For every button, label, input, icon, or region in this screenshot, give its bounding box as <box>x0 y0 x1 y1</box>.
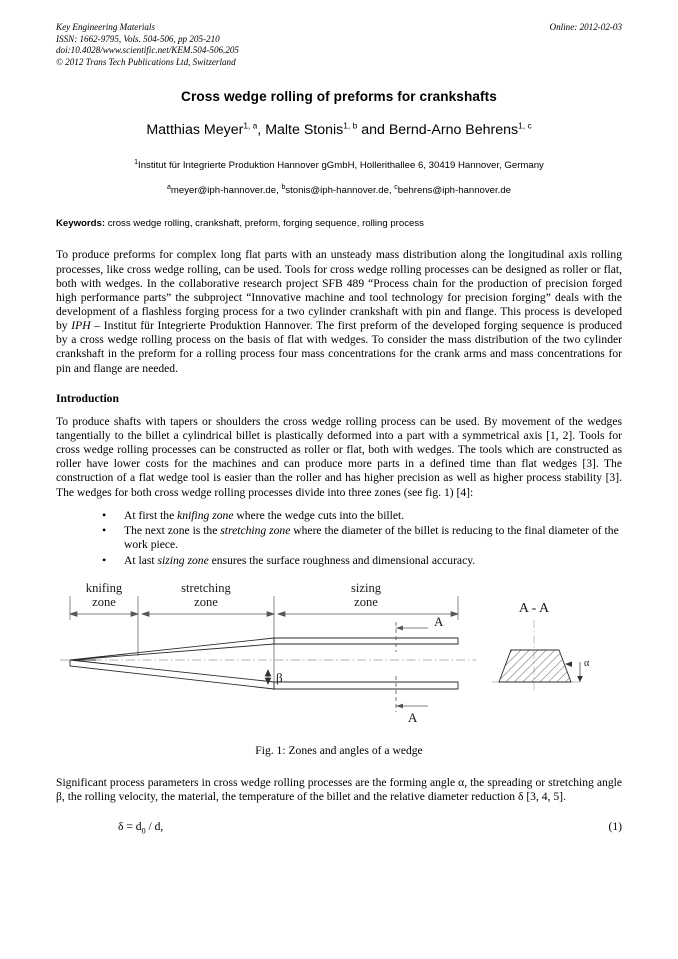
introduction-paragraph: To produce shafts with tapers or shoulders the cross wedge rolling process can be used. By movement of the wedges tangentially to the billet a cylindrical billet is plastically deformed into a part with a symmetrical axis [1, 2]. Tools for cross wedge rolling processes can be constructed as roller or flat, both with wedges. The tools which are constructed as roller have lower costs for the machines and can produce more parts in a defined time than flat wedges [3]. The construction of a flat wedge tool is easier than the roller and has higher precision as well as higher process stability [3]. The wedges for both cross wedge rolling processes divide into three zones (see fig. 1) [4]: <box>56 414 622 499</box>
bullet-3-post: ensures the surface roughness and dimensional accuracy. <box>208 553 476 567</box>
list-item <box>102 524 622 553</box>
wedge-zones-diagram <box>56 580 622 738</box>
list-item <box>102 509 622 523</box>
email-address-a: meyer@iph-hannover.de, <box>170 185 282 197</box>
section-marker-a-bottom <box>396 676 428 725</box>
section-label-a-top: A <box>434 613 444 629</box>
journal-name: Key Engineering Materials <box>56 22 156 32</box>
bullet-2-post: where the diameter of the billet is reducing to the final diameter of the work piece. <box>124 524 619 552</box>
bullet-2-emphasis: stretching zone <box>220 524 291 538</box>
author-3-affiliation-marker: 1, c <box>518 120 532 131</box>
page-content <box>56 22 622 836</box>
bullet-3-pre: At last <box>124 553 158 567</box>
bullet-2-pre: The next zone is the <box>124 524 221 538</box>
abstract-text-part-2: – Institut für Integrierte Produktion Hannover. The first preform of the developed forging sequence is produced by a cross wedge rolling process on the basis of flat with wedges. To consider the mass distribution of the two cylinder crankshaft in the preform for a rolling process four mass concentrations for the crank arms and mass concentrations for pin and flange are needed. <box>56 319 622 375</box>
affiliation-marker: 1 <box>134 159 139 167</box>
journal-header-left <box>56 22 456 68</box>
email-marker-a: a <box>166 184 171 192</box>
zone-label-sizing-line2: zone <box>354 594 378 609</box>
dim-arrow-knifing-left <box>70 612 77 617</box>
author-1-affiliation-marker: 1, a <box>243 120 258 131</box>
bullet-1-post: where the wedge cuts into the billet. <box>233 508 405 522</box>
dim-arrow-sizing-right <box>451 612 458 617</box>
cross-section-trapezoid <box>499 650 571 682</box>
alpha-angle-label: α <box>584 657 590 669</box>
equation-1-body <box>118 820 164 836</box>
dim-arrow-sizing-left <box>278 612 285 617</box>
author-emails <box>56 185 622 196</box>
dim-arrow-stretching-left <box>142 612 149 617</box>
author-list <box>56 122 622 138</box>
email-address-c: behrens@iph-hannover.de <box>397 185 512 197</box>
author-1-name: Matthias Meyer <box>146 122 244 139</box>
section-heading-introduction: Introduction <box>56 391 119 405</box>
dim-arrow-stretching-right <box>267 612 274 617</box>
zone-label-knifing-line1: knifing <box>85 580 123 595</box>
wedge-upper-face <box>70 638 458 660</box>
journal-issn-line: ISSN: 1662-9795, Vols. 504-506, pp 205-210 <box>56 33 220 44</box>
email-marker-b: b <box>281 184 286 192</box>
keywords-label: Keywords: <box>56 218 106 230</box>
alpha-arrow-head-left <box>565 661 572 667</box>
equation-1-lhs: δ = d <box>118 820 142 834</box>
zone-label-knifing-line2: zone <box>92 594 116 609</box>
email-marker-c: c <box>394 184 398 192</box>
author-3-name: Bernd-Arno Behrens <box>388 122 519 139</box>
zone-bullet-list <box>56 509 622 568</box>
affiliation-text: Institut für Integrierte Produktion Hannover gGmbH, Hollerithallee 6, 30419 Hannover, Germany <box>138 160 544 172</box>
equation-1-subscript: 0 <box>141 826 146 836</box>
keywords-values: cross wedge rolling, crankshaft, preform, forging sequence, rolling process <box>105 218 424 230</box>
abstract-emphasis-iph: IPH <box>71 319 91 333</box>
abstract-paragraph <box>56 248 622 375</box>
bullet-1-pre: At first the <box>124 508 178 522</box>
equation-1-row <box>56 820 622 836</box>
zone-label-sizing-line1: sizing <box>350 580 382 595</box>
keywords-line <box>56 218 622 229</box>
zone-boundary-lines <box>70 596 458 690</box>
cross-section-view-a-a <box>492 601 590 692</box>
online-date-label: Online: 2012-02-03 <box>549 22 622 32</box>
beta-arrow-up <box>265 670 271 676</box>
cross-section-title: A - A <box>518 600 550 616</box>
zone-label-stretching-line2: zone <box>194 594 218 609</box>
beta-angle-label: β <box>276 669 283 685</box>
section-marker-a-top <box>396 614 444 652</box>
wedge-lower-body <box>70 660 458 689</box>
affiliation-line <box>56 159 622 173</box>
zone-dimension-arrows <box>70 612 458 617</box>
wedge-lower-face <box>70 660 458 689</box>
wedge-upper-body <box>70 638 458 660</box>
abstract-text-part-1: To produce preforms for complex long flat parts with an unsteady mass distribution along the longitudinal axis rolling processes, like cross wedge rolling, can be used. Tools for cross wedge rolling processes can be designed as roller or flat, both with wedges. In the collaborative research project SFB 489 “Process chain for the production of precision forged high performance parts” the subproject “Innovative machine and tool technology for precision forging” deals with the development of a flashless forging process for a two cylinder crankshaft with pin and flange. This process is developed by <box>56 248 622 333</box>
alpha-arrow-head-down <box>577 676 583 682</box>
equation-1-number: (1) <box>608 820 622 834</box>
bullet-3-emphasis: sizing zone <box>157 553 209 567</box>
journal-copyright-line: © 2012 Trans Tech Publications Ltd, Switzerland <box>56 56 236 67</box>
equation-1-rhs: / d, <box>145 820 164 834</box>
figure-1-caption: Fig. 1: Zones and angles of a wedge <box>255 743 423 757</box>
author-2-affiliation-marker: 1, b <box>343 120 358 131</box>
section-label-a-bottom: A <box>408 709 418 725</box>
section-arrow-head-bottom <box>396 704 403 709</box>
closing-paragraph: Significant process parameters in cross wedge rolling processes are the forming angle α, the spreading or stretching angle β, the rolling velocity, the material, the temperature of the billet and the relative diameter reduction δ [3, 4, 5]. <box>56 775 622 804</box>
journal-doi-line: doi:10.4028/www.scientific.net/KEM.504-506.205 <box>56 45 239 56</box>
dim-arrow-knifing-right <box>131 612 138 617</box>
author-separator-1: , <box>257 122 266 139</box>
author-2-name: Malte Stonis <box>265 122 344 139</box>
bullet-1-emphasis: knifing zone <box>177 508 234 522</box>
zone-labels-group <box>86 581 382 609</box>
list-item <box>102 554 622 568</box>
journal-header <box>56 22 622 68</box>
section-arrow-head-top <box>396 626 403 631</box>
figure-1 <box>56 580 622 738</box>
email-address-b: stonis@iph-hannover.de, <box>285 185 395 197</box>
page-title: Cross wedge rolling of preforms for crankshafts <box>181 89 497 105</box>
zone-label-stretching-line1: stretching <box>181 580 231 595</box>
author-separator-2: and <box>357 122 389 139</box>
